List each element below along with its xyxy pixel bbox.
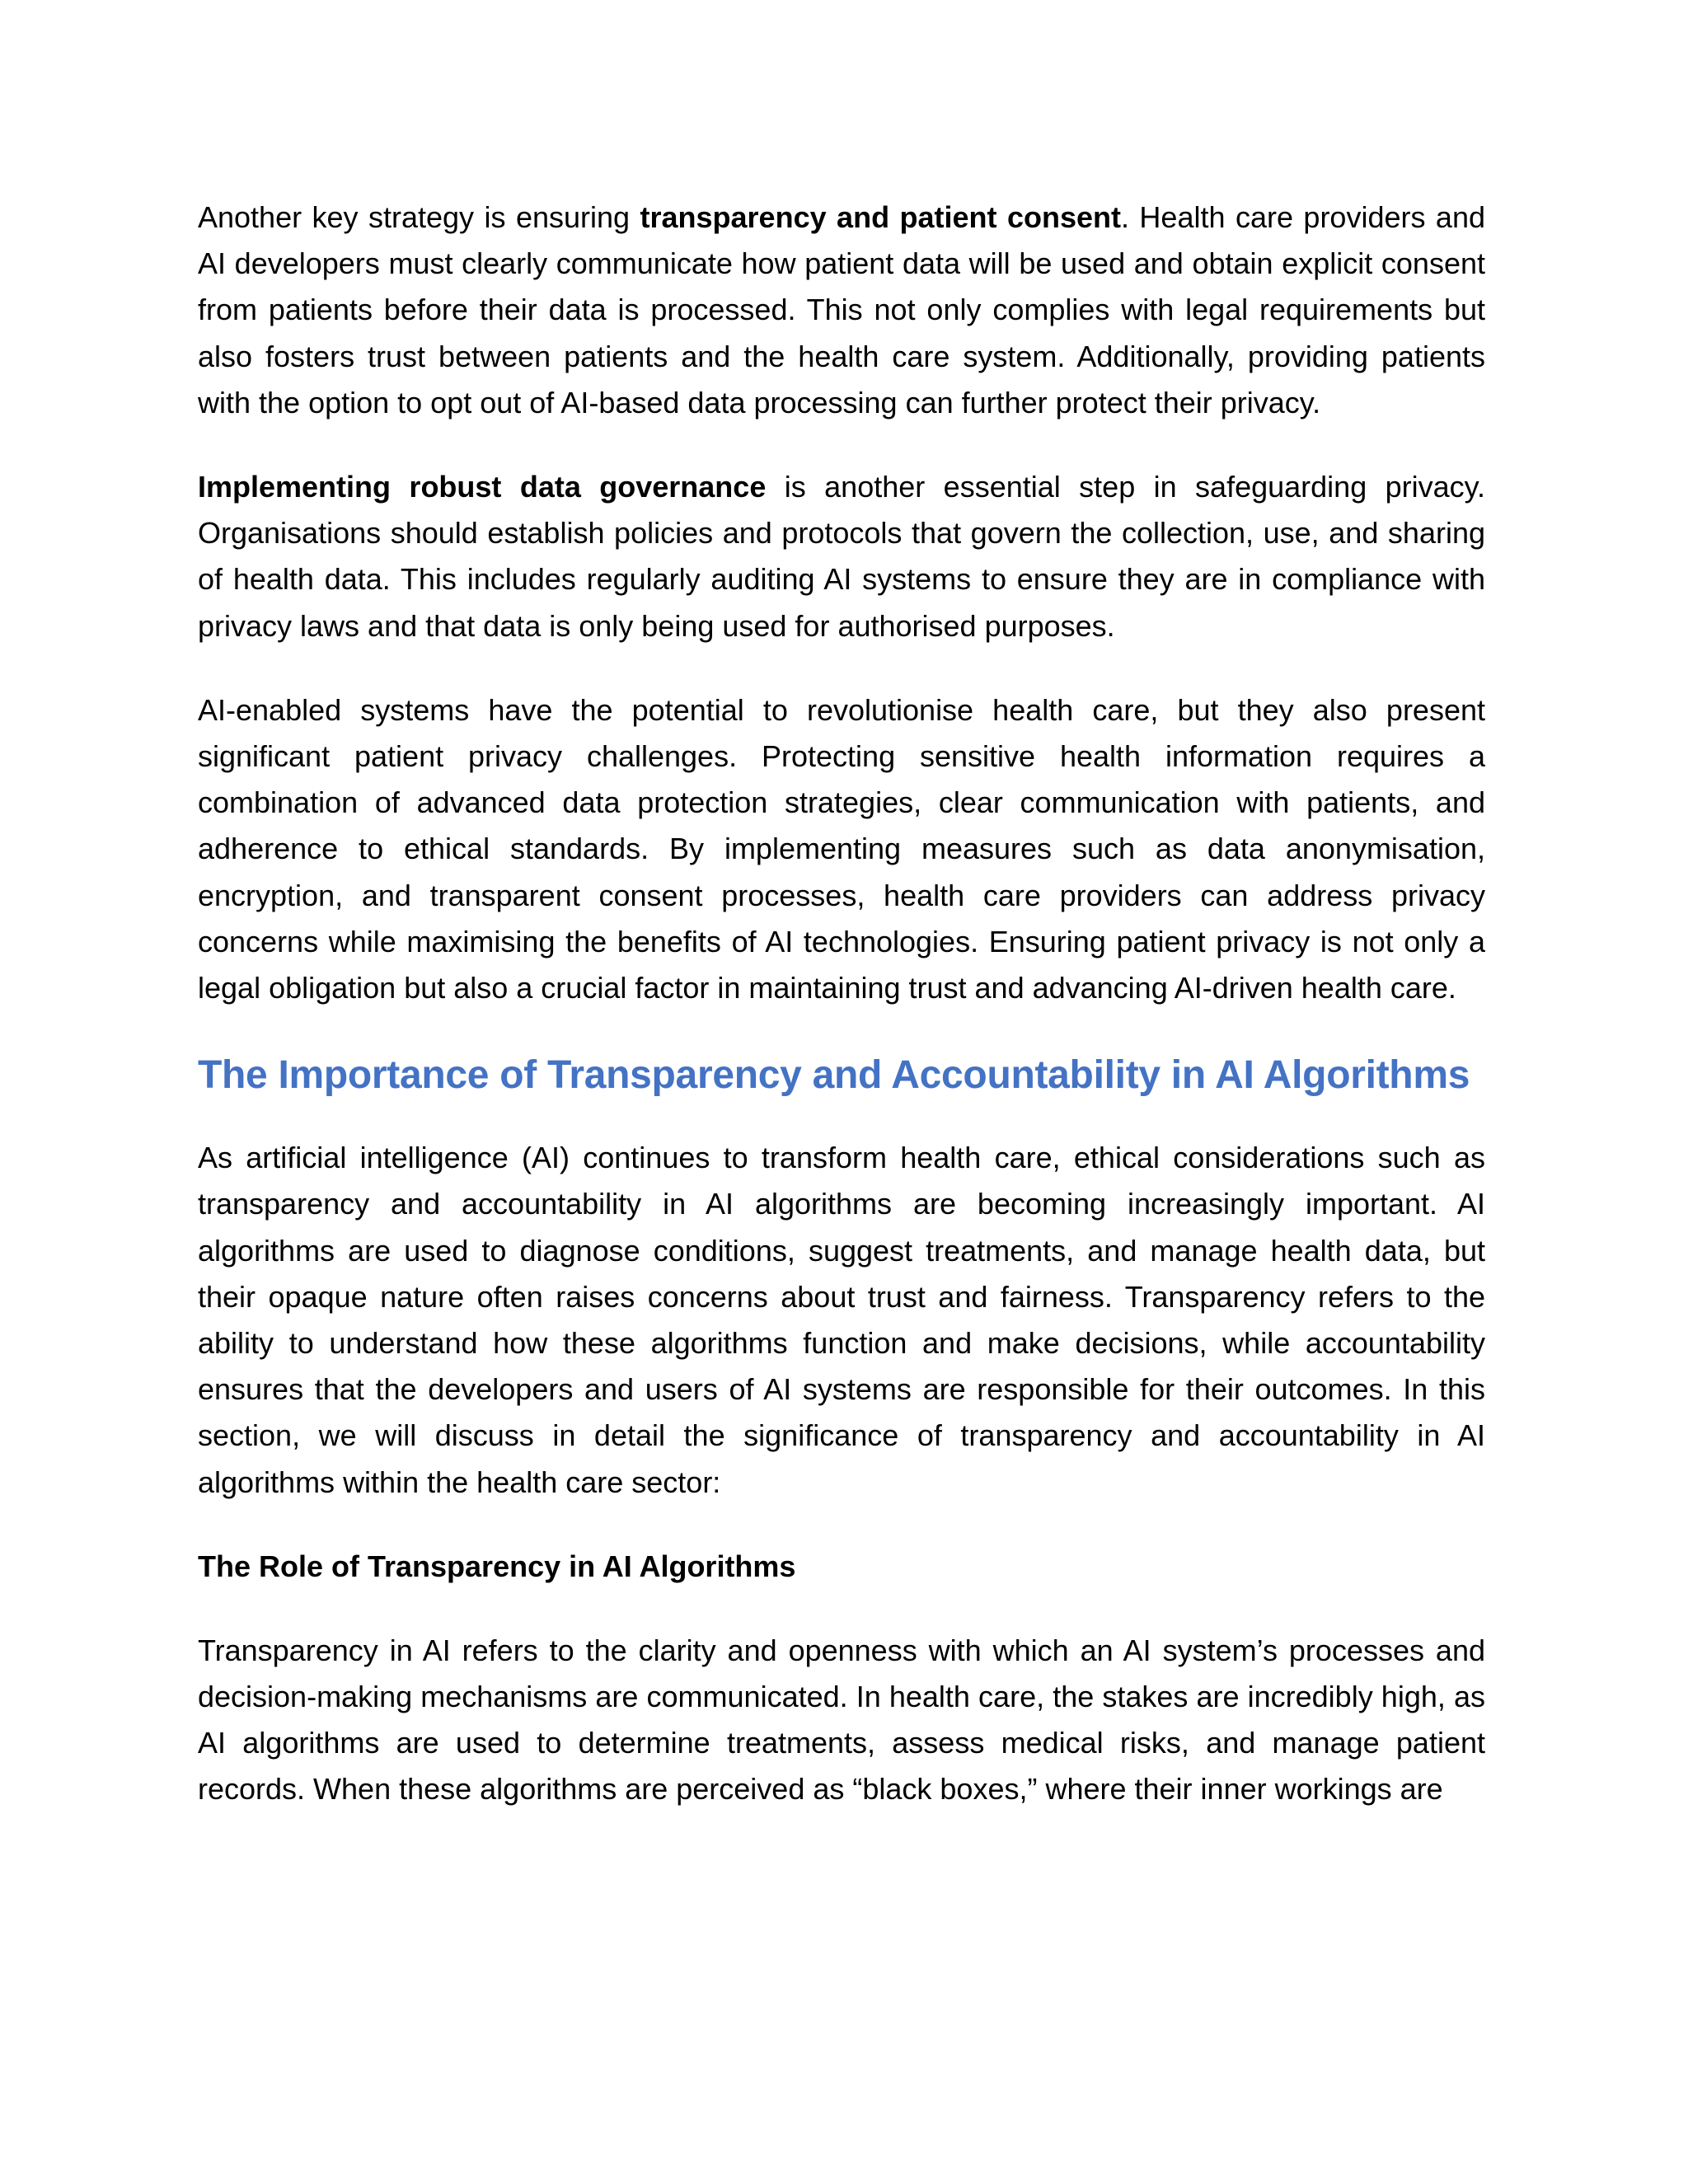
section-heading: The Importance of Transparency and Accountability in AI Algorithms bbox=[198, 1053, 1470, 1098]
paragraph-text: . Health care providers and AI developers must clearly communicate how patient data will be used and obtain explicit consent from patients before their data is processed. This not only complies with legal requirements but also fosters trust between patients and the health care system. Additionally, providing patients with the option to opt out of AI-based data processing can further protect their privacy. bbox=[198, 200, 1485, 419]
paragraph-ai-privacy-summary: AI-enabled systems have the potential to revolutionise health care, but they also present significant patient privacy challenges. Protecting sensitive health information requires a combination of advanced data protection strategies, clear communication with patients, and adherence to ethical standards. By implementing measures such as data anonymisation, encryption, and transparent consent processes, health care providers can address privacy concerns while maximising the benefits of AI technologies. Ensuring patient privacy is not only a legal obligation but also a crucial factor in maintaining trust and advancing AI-driven health care. bbox=[198, 692, 1485, 1005]
bold-phrase: Implementing robust data governance bbox=[198, 470, 767, 504]
paragraph-section-intro: As artificial intelligence (AI) continues to transform health care, ethical considerations such as transparency and accountability in AI algorithms are becoming increasingly important. AI algorithms are used to diagnose conditions, suggest treatments, and manage health data, but their opaque nature often raises concerns about trust and fairness. Transparency refers to the ability to understand how these algorithms function and make decisions, while accountability ensures that the developers and users of AI systems are responsible for their outcomes. In this section, we will discuss in detail the significance of transparency and accountability in AI algorithms within the health care sector: bbox=[198, 1141, 1485, 1499]
subsection-heading: The Role of Transparency in AI Algorithms bbox=[198, 1549, 796, 1583]
document-page bbox=[198, 194, 1485, 1851]
paragraph-role-of-transparency: Transparency in AI refers to the clarity and openness with which an AI system’s processes and decision-making mechanisms are communicated. In health care, the stakes are incredibly high, as AI algorithms are used to determine treatments, assess medical risks, and manage patient records. When these algorithms are perceived as “black boxes,” where their inner workings are bbox=[198, 1633, 1485, 1807]
paragraph-text: Another key strategy is ensuring bbox=[198, 200, 640, 234]
paragraph-data-governance bbox=[198, 464, 1485, 649]
paragraph-transparency-consent bbox=[198, 194, 1485, 426]
bold-phrase: transparency and patient consent bbox=[640, 200, 1121, 234]
paragraph-text: is another essential step in safeguarding privacy. Organisations should establish policies and protocols that govern the collection, use, and sharing of health data. This includes regularly auditing AI systems to ensure they are in compliance with privacy laws and that data is only being used for authorised purposes. bbox=[198, 470, 1485, 643]
